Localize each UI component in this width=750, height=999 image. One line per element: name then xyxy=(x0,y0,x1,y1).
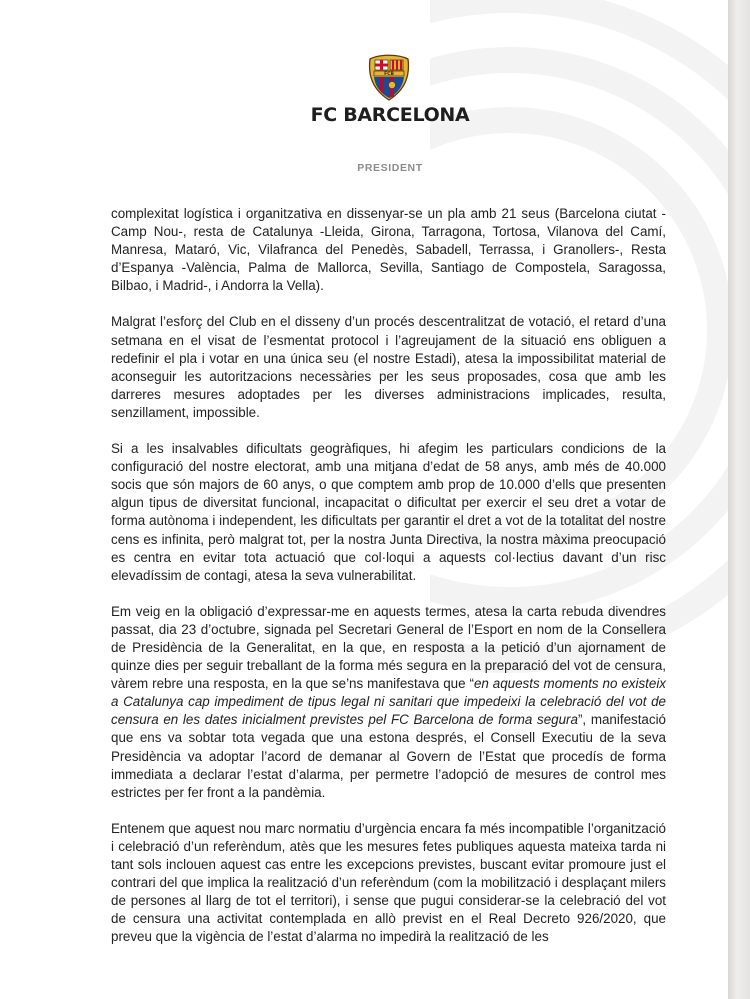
paragraph-2: Malgrat l’esforç del Club en el disseny d’un procés descentralitzat de votació, el retard d’una setmana en el visat de l’esmentat protocol i l’agreujament de la situació ens obliguen a redefinir el pla i votar en una única seu (el nostre Estadi), atesa la impossibilitat material de aconseguir les autoritzacions necessàries per les seus proposades, cosa que amb les darreres mesures adoptades per les diverses administracions implicades, resulta, senzillament, impossible. xyxy=(111,314,666,420)
club-name: FC BARCELONA xyxy=(310,104,470,126)
page-edge-shadow xyxy=(728,0,750,999)
paragraph-4-quote: en aquests moments no existeix a Catalunya cap impediment de tipus legal ni sanitari que impedeixi la celebració del vot de censura en les dates inicialment previstes pel FC Barcelona de forma segura xyxy=(111,676,666,728)
paragraph-5: Entenem que aquest nou marc normatiu d’urgència encara fa més incompatible l’organització i celebració d’un referèndum, atès que les mesures fetes publiques aquesta mateixa tarda ni tant sols inclouen aquest cas entre les excepcions previstes, buscant evitar promoure just el contrari del que implica la realització d’un referèndum (com la mobilització i desplaçant milers de persones al llarg de tot el territori), i sense que pugui considerar-se la celebració del vot de censura una activitat contemplada en allò previst en el Real Decreto 926/2020, que preveu que la vigència de l’estat d’alarma no impedirà la realització de les xyxy=(111,820,666,945)
letter-body xyxy=(111,205,666,964)
paragraph-3: Si a les insalvables dificultats geogràfiques, hi afegim les particulars condicions de la configuració del nostre electorat, amb una mitjana d’edat de 58 anys, amb més de 40.000 socis que són majors de 60 anys, o que comptem amb prop de 10.000 d’ells que presenten algun tipus de diversitat funcional, incapacitat o dificultat per exercir el seu dret a votar de forma autònoma i independent, les dificultats per garantir el dret a vot de la totalitat del nostre cens es infinita, però malgrat tot, per la nostra Junta Directiva, la nostra màxima preocupació es centra en evitar tota actuació que col·loqui a aquests col·lectius davant d’un risc elevadíssim de contagi, atesa la seva vulnerabilitat. xyxy=(111,441,666,583)
crest-initials: FCB xyxy=(384,72,394,78)
paragraph-4-tail: ”, manifestació que ens va sobtar tota vegada que una estona després, el Consell Executiu de la seva Presidència va adoptar l’acord de demanar al Govern de l’Estat que procedís de forma immediata a declarar l’estat d’alarma, per permetre l’adopció de mesures de control mes estrictes per fer front a la pandèmia. xyxy=(111,712,666,800)
paragraph-4 xyxy=(111,603,666,802)
paragraph-1: complexitat logística i organitzativa en dissenyar-se un pla amb 21 seus (Barcelona ciutat - Camp Nou-, resta de Catalunya -Lleida, Girona, Tarragona, Tortosa, Vilanova del Camí, Manresa, Mataró, Vic, Vilafranca del Penedès, Sabadell, Terrassa, i Granollers-, Resta d’Espanya -València, Palma de Mallorca, Sevilla, Santiago de Compostela, Saragossa, Bilbao, i Madrid-, i Andorra la Vella). xyxy=(111,206,666,294)
signatory-role: PRESIDENT xyxy=(357,162,423,174)
paragraph-4-lead: Em veig en la obligació d’expressar-me en aquests termes, atesa la carta rebuda divendres passat, dia 23 d’octubre, signada pel Secretari General de l’Esport en nom de la Consellera de Presidència de la Generalitat, en la que, en resposta a la petició d’un ajornament de quinze dies per seguir treballant de la forma més segura en la preparació del vot de censura, vàrem rebre una resposta, en la que se’ns manifestava que “ xyxy=(111,603,666,692)
fc-barcelona-crest-icon xyxy=(366,53,412,101)
